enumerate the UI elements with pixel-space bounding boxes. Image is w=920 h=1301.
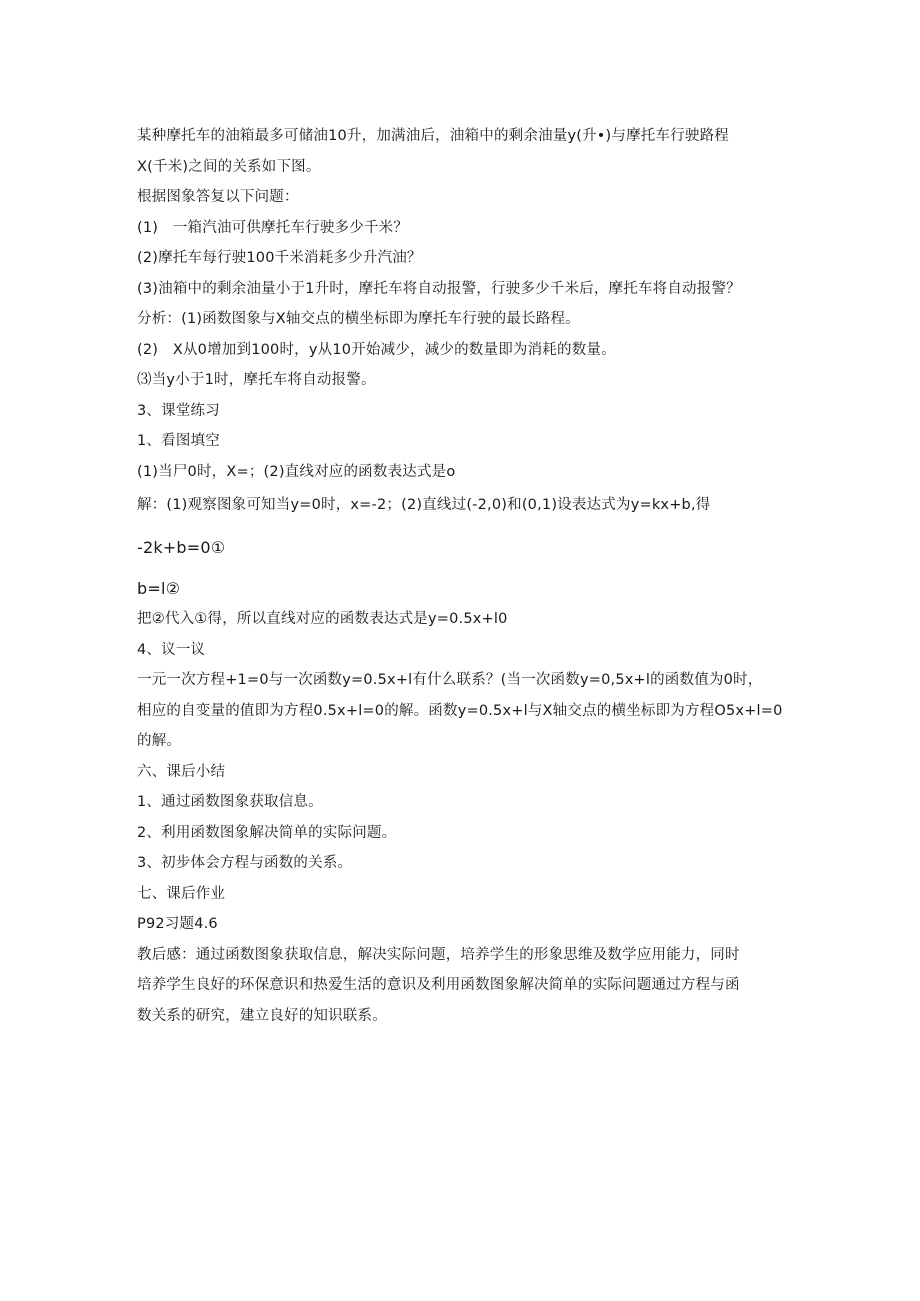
paragraph-line: 一元一次方程+1=0与一次函数y=0.5x+l有什么联系？(当一次函数y=0,5x+l的函数值为0时， xyxy=(137,672,763,688)
paragraph-line: 的解。 xyxy=(137,733,182,749)
summary-item: 1、通过函数图象获取信息。 xyxy=(137,794,323,810)
paragraph-line: 相应的自变量的值即为方程0.5x+l=0的解。函数y=0.5x+l与X轴交点的横坐标即为方程O5x+l=0 xyxy=(137,702,783,719)
reflection-line: 教后感：通过函数图象获取信息，解决实际问题，培养学生的形象思维及数学应用能力，同时 xyxy=(137,946,740,963)
subsection-heading: 4、议一议 xyxy=(137,641,206,658)
solution-line: 解：(1)观察图象可知当y=0时，x=-2；(2)直线过(-2,0)和(0,1)设表达式为y=kx+b,得 xyxy=(137,497,711,513)
equation-line: b=l② xyxy=(137,579,181,598)
reflection-line: 培养学生良好的环保意识和热爱生活的意识及利用函数图象解决简单的实际问题通过方程与函 xyxy=(137,977,740,993)
reflection-line: 数关系的研究，建立良好的知识联系。 xyxy=(137,1007,387,1024)
equation-line: -2k+b=0① xyxy=(137,538,226,557)
analysis-line: 分析：(1)函数图象与X轴交点的横坐标即为摩托车行驶的最长路程。 xyxy=(137,311,580,327)
summary-item: 3、初步体会方程与函数的关系。 xyxy=(137,855,353,871)
question-line: (2)摩托车每行驶100千米消耗多少升汽油？ xyxy=(137,250,422,266)
paragraph-line: 某种摩托车的油箱最多可储油10升，加满油后，油箱中的剩余油量y(升•)与摩托车行驶路程 xyxy=(137,128,729,144)
summary-item: 2、利用函数图象解决简单的实际问题。 xyxy=(137,824,397,841)
document-body xyxy=(137,121,787,1031)
paragraph-line: 把②代入①得，所以直线对应的函数表达式是y=0.5x+l0 xyxy=(137,611,508,627)
paragraph-line: (1)当尸0时，X=；(2)直线对应的函数表达式是o xyxy=(137,463,456,480)
section-heading: 六、课后小结 xyxy=(137,763,226,780)
section-heading: 七、课后作业 xyxy=(137,885,226,902)
homework-line: P92习题4.6 xyxy=(137,916,218,932)
question-line: (1) 一箱汽油可供摩托车行驶多少千米？ xyxy=(137,219,409,236)
paragraph-line: X(千米)之间的关系如下图。 xyxy=(137,158,321,175)
paragraph-line: 根据图象答复以下问题： xyxy=(137,189,299,205)
question-line: (3)油箱中的剩余油量小于1升时，摩托车将自动报警，行驶多少千米后，摩托车将自动报警？ xyxy=(137,280,741,297)
subsection-heading: 1、看图填空 xyxy=(137,433,220,449)
analysis-line: (2) X从0增加到100时，y从10开始减少，减少的数量即为消耗的数量。 xyxy=(137,341,616,358)
analysis-line: ⑶当y小于1时，摩托车将自动报警。 xyxy=(137,372,376,388)
section-heading: 3、课堂练习 xyxy=(137,402,220,419)
